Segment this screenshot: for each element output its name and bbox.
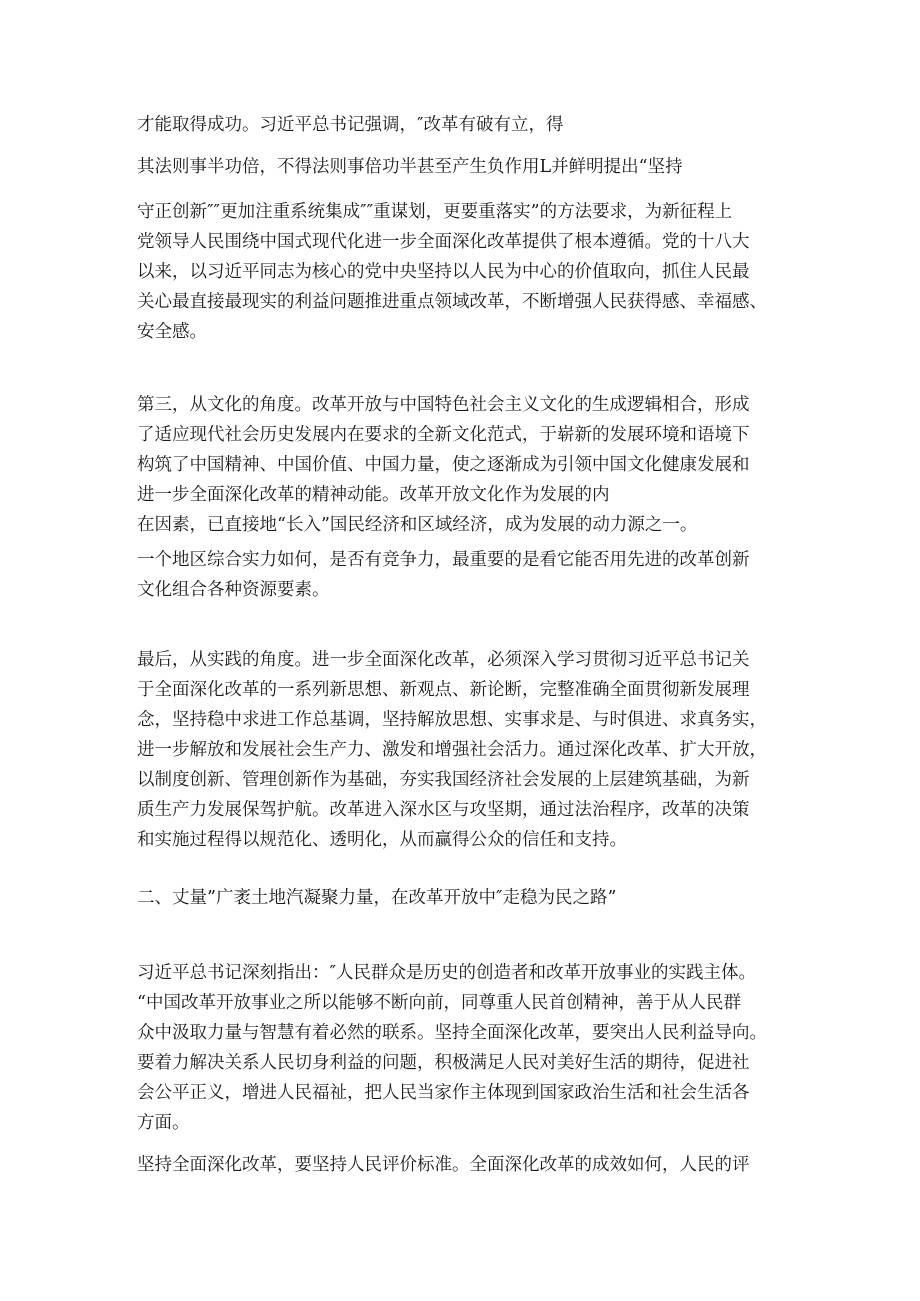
text-line: 了适应现代社会历史发展内在要求的全新文化范式，于崭新的发展环境和语境下 [137, 425, 750, 445]
text-line: 进一步解放和发展社会生产力、激发和增强社会活力。通过深化改革、扩大开放， [137, 740, 767, 760]
text-line: 和实施过程得以规范化、透明化，从而赢得公众的信任和支持。 [137, 830, 627, 850]
text-line: 会公平正义，增进人民福祉，把人民当家作主体现到国家政治生活和社会生活各 [137, 1083, 750, 1103]
paragraph-3 [137, 197, 797, 347]
paragraph-2 [137, 152, 797, 182]
text-line: 进一步全面深化改革的精神动能。改革开放文化作为发展的内 [137, 485, 610, 505]
text-line: 二、丈量”广袤土地汽凝聚力量，在改革开放中″走稳为民之路” [137, 888, 617, 908]
section-heading [137, 883, 797, 913]
text-line: 才能取得成功。习近平总书记强调，″改革有破有立，得 [137, 115, 564, 135]
text-line: 最后，从实践的角度。进一步全面深化改革，必须深入学习贯彻习近平总书记关 [137, 650, 750, 670]
text-line: 文化组合各种资源要素。 [137, 580, 330, 600]
text-line: 一个地区综合实力如何，是否有竞争力，最重要的是看它能否用先进的改革创新 [137, 550, 750, 570]
paragraph-5 [137, 510, 797, 540]
text-line: 于全面深化改革的一系列新思想、新观点、新论断，完整准确全面贯彻新发展理 [137, 680, 750, 700]
paragraph-8 [137, 958, 797, 1138]
text-line: 在因素，已直接地“长入”国民经济和区域经济，成为发展的动力源之一。 [137, 515, 698, 535]
text-line: 构筑了中国精神、中国价值、中国力量，使之逐渐成为引领中国文化健康发展和 [137, 455, 750, 475]
text-line: 守正创新″″更加注重系统集成″″重谋划，更要重落实”的方法要求，为新征程上 [137, 202, 733, 222]
text-line: 党领导人民围绕中国式现代化进一步全面深化改革提供了根本遵循。党的十八大 [137, 232, 750, 252]
text-line: 方面。 [137, 1113, 190, 1133]
text-line: 念，坚持稳中求进工作总基调，坚持解放思想、实事求是、与时俱进、求真务实， [137, 710, 767, 730]
text-line: 坚持全面深化改革，要坚持人民评价标准。全面深化改革的成效如何，人民的评 [137, 1155, 750, 1175]
text-line: 以来，以习近平同志为核心的党中央坚持以人民为中心的价值取向，抓住人民最 [137, 262, 750, 282]
text-line: 第三，从文化的角度。改革开放与中国特色社会主义文化的生成逻辑相合，形成 [137, 395, 750, 415]
text-line: 要着力解决关系人民切身利益的问题，积极满足人民对美好生活的期待，促进社 [137, 1053, 750, 1073]
text-line: 其法则事半功倍，不得法则事倍功半甚至产生负作用L并鲜明提出“坚持 [137, 157, 683, 177]
paragraph-9 [137, 1150, 797, 1180]
text-line: 众中汲取力量与智慧有着必然的联系。坚持全面深化改革，要突出人民利益导向。 [137, 1023, 767, 1043]
text-line: 以制度创新、管理创新作为基础，夯实我国经济社会发展的上层建筑基础，为新 [137, 770, 750, 790]
paragraph-7 [137, 645, 797, 855]
text-line: 关心最直接最现实的利益问题推进重点领域改革，不断增强人民获得感、幸福感、 [137, 292, 767, 312]
text-line: 习近平总书记深刻指出：″人民群众是历史的创造者和改革开放事业的实践主体。 [137, 963, 757, 983]
paragraph-1 [137, 110, 797, 140]
paragraph-6 [137, 545, 797, 605]
text-line: 质生产力发展保驾护航。改革进入深水区与攻坚期，通过法治程序，改革的决策 [137, 800, 750, 820]
text-line: 安全感。 [137, 322, 207, 342]
text-line: “中国改革开放事业之所以能够不断向前，同尊重人民首创精神，善于从人民群 [137, 993, 741, 1013]
paragraph-4 [137, 390, 797, 510]
